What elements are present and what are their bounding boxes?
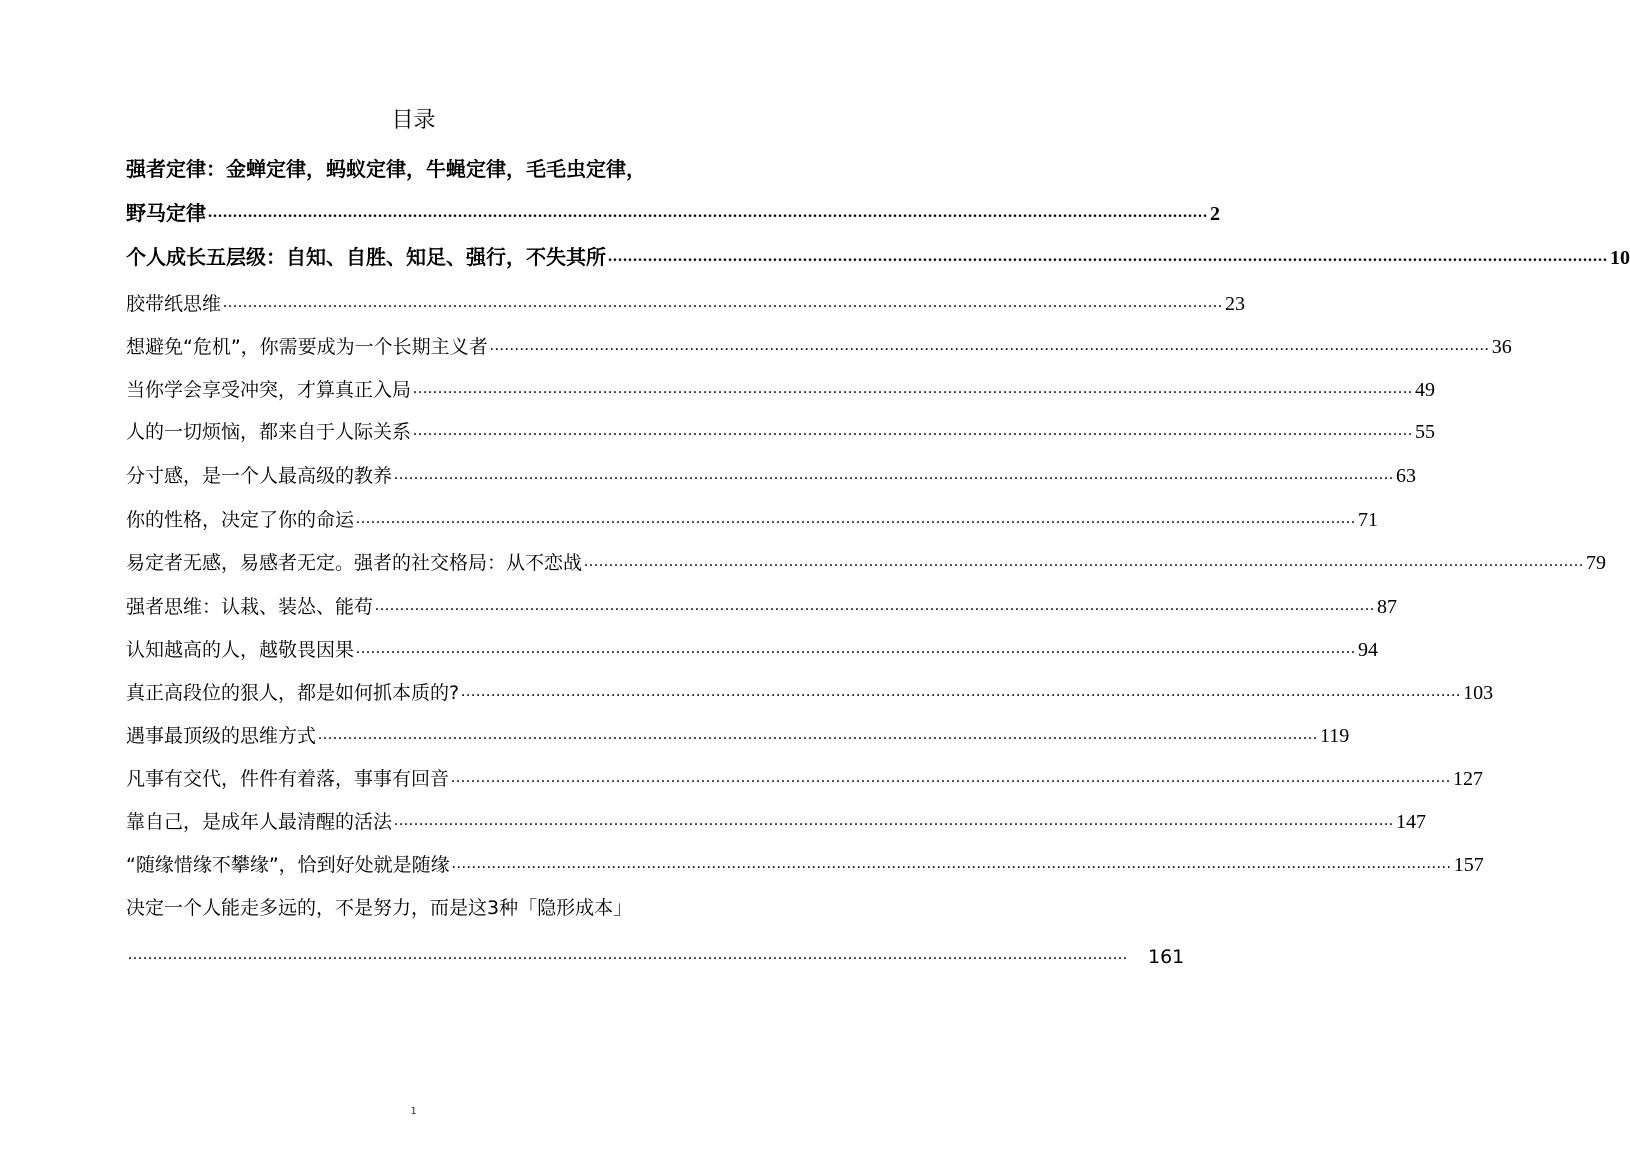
toc-entry-title: 强者思维：认栽、装怂、能苟: [126, 596, 374, 618]
toc-entry-title: 胶带纸思维: [126, 293, 222, 315]
toc-entry[interactable]: [126, 934, 1185, 968]
toc-entry-title: 分寸感，是一个人最高级的教养: [126, 465, 393, 487]
toc-entry[interactable]: [126, 628, 1379, 662]
toc-entry[interactable]: [126, 541, 1607, 575]
toc-entry-title: 想避免“危机”，你需要成为一个长期主义者: [126, 336, 488, 358]
toc-page-number: 161: [1148, 946, 1185, 968]
toc-entry-title: 当你学会享受冲突，才算真正入局: [126, 379, 412, 401]
toc-entry-title: “随缘惜缘不攀缘”，恰到好处就是随缘: [126, 854, 450, 876]
toc-entry[interactable]: [126, 671, 1494, 705]
toc-entry-title: 真正高段位的狠人，都是如何抓本质的?: [126, 682, 460, 704]
toc-page-number: 63: [1396, 465, 1417, 487]
leader-dots: ........................................................................................................................................................................................................: [584, 553, 1585, 570]
toc-entry-title: 认知越高的人，越敬畏因果: [126, 639, 355, 661]
toc-entry[interactable]: [126, 410, 1436, 444]
leader-dots: ........................................................................................................................................................................................................: [608, 248, 1608, 265]
toc-page-number: 10: [1610, 247, 1630, 269]
toc-page-number: 127: [1453, 768, 1484, 790]
leader-dots: ........................................................................................................................................................................................................: [413, 422, 1414, 439]
toc-entry-title: 决定一个人能走多远的，不是努力，而是这3种「隐形成本」: [126, 897, 633, 919]
toc-page-number: 2: [1210, 203, 1220, 225]
leader-dots: ........................................................................................................................................................................................................: [223, 294, 1224, 311]
leader-dots: ........................................................................................................................................................................................................: [375, 597, 1376, 614]
leader-dots: ........................................................................................................................................................................................................: [128, 946, 1128, 963]
toc-title: 目录: [391, 108, 436, 133]
toc-entry[interactable]: [126, 192, 1220, 226]
toc-entry[interactable]: [126, 325, 1512, 359]
toc-entry[interactable]: [126, 236, 1630, 270]
toc-page-number: 119: [1320, 725, 1350, 747]
toc-entry[interactable]: [126, 498, 1379, 532]
toc-page-number: 147: [1396, 811, 1427, 833]
leader-dots: ........................................................................................................................................................................................................: [318, 726, 1319, 743]
toc-entry-line[interactable]: [126, 148, 700, 182]
toc-page-number: 23: [1225, 293, 1246, 315]
toc-page-number: 36: [1491, 336, 1512, 358]
leader-dots: ........................................................................................................................................................................................................: [356, 510, 1357, 527]
leader-dots: ........................................................................................................................................................................................................: [394, 812, 1395, 829]
toc-entry-title: 野马定律: [126, 201, 206, 225]
toc-entry-title: 强者定律：金蝉定律，蚂蚁定律，牛蝇定律，毛毛虫定律，: [126, 157, 646, 181]
page-number: 1: [410, 1106, 417, 1117]
leader-dots: ........................................................................................................................................................................................................: [208, 204, 1208, 221]
toc-entry[interactable]: [126, 757, 1484, 791]
toc-page-number: 87: [1377, 596, 1398, 618]
leader-dots: ........................................................................................................................................................................................................: [489, 337, 1490, 354]
toc-entry[interactable]: [126, 454, 1417, 488]
toc-page-number: 71: [1358, 509, 1379, 531]
toc-page-number: 79: [1586, 552, 1607, 574]
leader-dots: ........................................................................................................................................................................................................: [451, 855, 1452, 872]
toc-entry[interactable]: [126, 843, 1484, 877]
leader-dots: ........................................................................................................................................................................................................: [461, 683, 1462, 700]
toc-entry-title: 遇事最顶级的思维方式: [126, 725, 317, 747]
toc-entry-title: 靠自己，是成年人最清醒的活法: [126, 811, 393, 833]
leader-dots: ........................................................................................................................................................................................................: [413, 380, 1414, 397]
toc-page-number: 157: [1453, 854, 1484, 876]
toc-entry[interactable]: [126, 800, 1427, 834]
toc-entry[interactable]: [126, 585, 1398, 619]
toc-entry-title: 你的性格，决定了你的命运: [126, 509, 355, 531]
toc-page-number: 49: [1415, 379, 1436, 401]
leader-dots: ........................................................................................................................................................................................................: [356, 640, 1357, 657]
toc-entry-title: 个人成长五层级：自知、自胜、知足、强行，不失其所: [126, 245, 606, 269]
toc-entry-title: 凡事有交代，件件有着落，事事有回音: [126, 768, 450, 790]
toc-entry[interactable]: [126, 368, 1436, 402]
toc-page-number: 55: [1415, 421, 1436, 443]
leader-dots: ........................................................................................................................................................................................................: [451, 769, 1452, 786]
toc-entry[interactable]: [126, 714, 1350, 748]
toc-entry-title: 易定者无感，易感者无定。强者的社交格局：从不恋战: [126, 552, 583, 574]
toc-entry-line[interactable]: [126, 886, 700, 920]
leader-dots: ........................................................................................................................................................................................................: [394, 466, 1395, 483]
toc-page-number: 94: [1358, 639, 1379, 661]
toc-entry-title: 人的一切烦恼，都来自于人际关系: [126, 421, 412, 443]
toc-entry[interactable]: [126, 282, 1246, 316]
toc-page-number: 103: [1463, 682, 1494, 704]
